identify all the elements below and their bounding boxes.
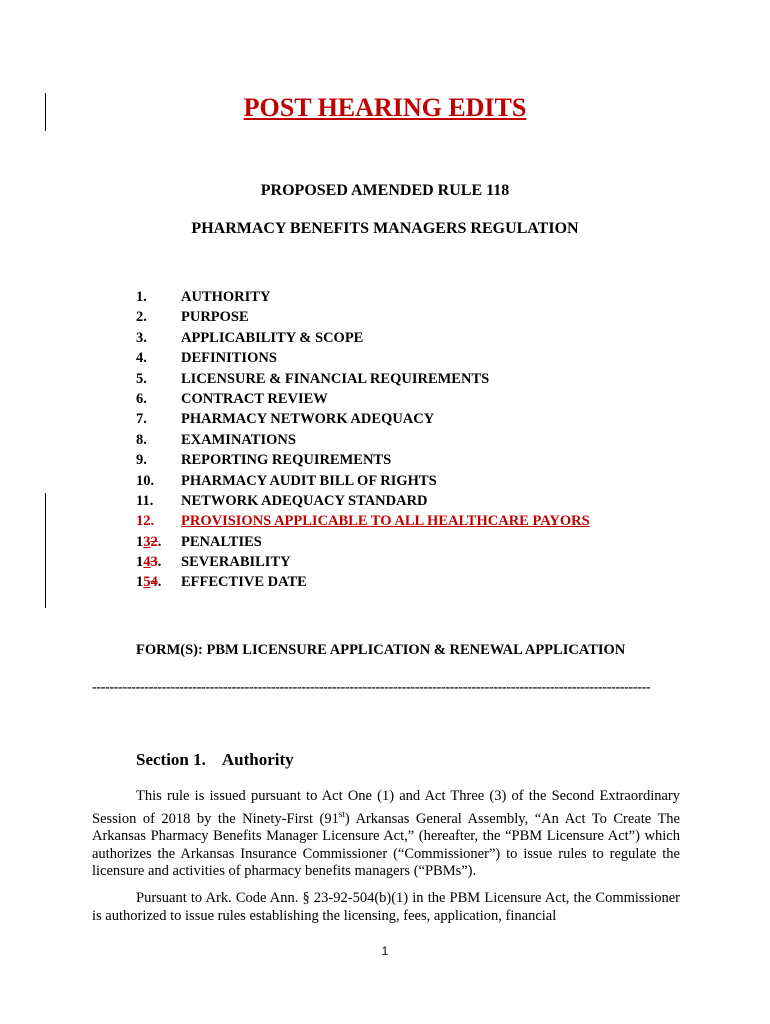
toc-item: 143. SEVERABILITY <box>136 554 291 571</box>
inserted-digit: 4 <box>143 554 151 571</box>
section-title: Authority <box>221 750 294 769</box>
toc-item: 154. EFFECTIVE DATE <box>136 574 307 591</box>
toc-item: 5. LICENSURE & FINANCIAL REQUIREMENTS <box>136 370 490 387</box>
toc-item: 3. APPLICABILITY & SCOPE <box>136 329 364 346</box>
toc-item: 10. PHARMACY AUDIT BILL OF RIGHTS <box>136 472 437 489</box>
deleted-digit: 2 <box>150 533 158 550</box>
authority-paragraph-2: Pursuant to Ark. Code Ann. § 23-92-504(b)(1) in the PBM Licensure Act, the Commissioner is authorized to issue rules establishing the licensing, fees, application, financial <box>92 890 680 924</box>
section-number: Section 1. <box>136 750 206 769</box>
page-number: 1 <box>381 944 389 958</box>
toc-item: 2. PURPOSE <box>136 309 249 326</box>
toc-item-inserted: 12. PROVISIONS APPLICABLE TO ALL HEALTHCARE PAYORS <box>136 513 590 530</box>
toc-item: 6. CONTRACT REVIEW <box>136 390 328 407</box>
toc-item: 1. AUTHORITY <box>136 289 271 305</box>
toc-item: 4. DEFINITIONS <box>136 350 277 367</box>
table-of-contents <box>136 287 590 593</box>
rule-name-heading: PHARMACY BENEFITS MANAGERS REGULATION <box>191 220 579 237</box>
inserted-digit: 5 <box>143 574 151 591</box>
deleted-digit: 3 <box>150 554 158 571</box>
toc-item: 7. PHARMACY NETWORK ADEQUACY <box>136 411 435 428</box>
change-bar <box>45 493 46 608</box>
toc-item: 132. PENALTIES <box>136 533 262 550</box>
toc-item: 11. NETWORK ADEQUACY STANDARD <box>136 492 428 509</box>
toc-item: 8. EXAMINATIONS <box>136 431 296 448</box>
authority-paragraph: This rule is issued pursuant to Act One (1) and Act Three (3) of the Second Extraordinary Session of 2018 by the Ninety-First (91st) Arkansas General Assembly, “An Act To Create The Arkansas Pharmacy Benefits Manager Licensure Act,” (hereafter, the “PBM Licensure Act”) which authorizes the Arkansas Insurance Commissioner (“Commissioner”) to issue rules to regulate the licensure and activities of pharmacy benefits managers (“PBMs”). <box>92 788 680 880</box>
inserted-digit: 3 <box>143 533 151 550</box>
deleted-digit: 4 <box>150 574 158 591</box>
toc-item: 9. REPORTING REQUIREMENTS <box>136 452 392 469</box>
section-heading <box>136 750 294 770</box>
rule-number-heading: PROPOSED AMENDED RULE 118 <box>260 182 510 199</box>
page-title: POST HEARING EDITS <box>243 93 527 122</box>
separator-line: -------------------------------------------------------------------------------------------------------------------------------- <box>92 680 651 695</box>
forms-line: FORM(S): PBM LICENSURE APPLICATION & RENEWAL APPLICATION <box>136 642 626 658</box>
